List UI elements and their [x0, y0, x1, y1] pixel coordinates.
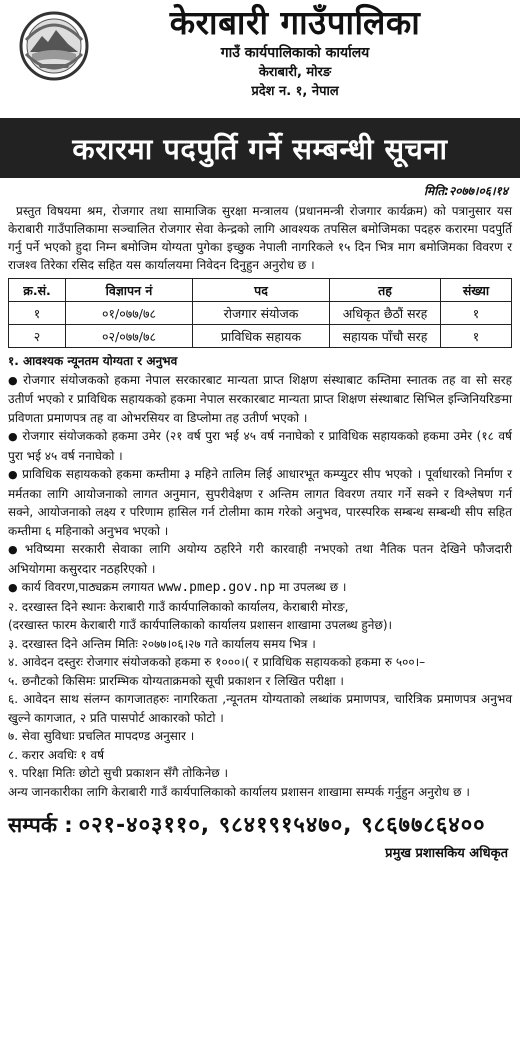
exam-date: ९. परिक्षा मितिः छोटो सुची प्रकाशन सँगै तोकिनेछ ।	[8, 766, 229, 780]
bullet-icon	[8, 467, 22, 481]
job-description-suffix: मा उपलब्ध छ ।	[279, 580, 347, 594]
selection-method: ५. छनौटको किसिमः प्रारम्भिक योग्यताक्रमको सूची प्रकाशन र लिखित परीक्षा ।	[8, 673, 344, 688]
table-cell: २	[9, 325, 66, 348]
table-cell: सहायक पाँचौ सरह	[330, 325, 441, 348]
pmep-website-link[interactable]: www.pmep.gov.np	[157, 580, 276, 595]
qualification-conduct: भविष्यमा सरकारी सेवाका लागि अयोग्य ठहरिने गरी कारवाही नभएको तथा नैतिक पतन देखिने फौजदारी अभियोगमा कसुरदार नठहरिएको ।	[8, 542, 513, 576]
notice-date: मिति:२०७७।०६।१४	[423, 184, 508, 198]
qualification-experience: प्राविधिक सहायकको हकमा कम्तीमा ३ महिने तालिम लिई आधारभूत कम्प्युटर सीप भएको । पूर्वाधारको निर्माण र मर्मतका लागि आयोजनाको लागत अनुमान, सुपरीवेक्षण र अन्तिम लागत विवरण तयार गर्ने सक्ने र विश्लेषण गर्न सक्ने, आयोजनाको लक्ष्य र परिणाम हासिल गर्न टोलीमा काम गरेको अनुभव, पारस्परिक सम्बन्ध सम्बन्धी सीप सहित कम्तीमा ६ महिनाको अनुभव भएको ।	[8, 467, 513, 538]
col-level: तह	[330, 279, 441, 302]
office-address: केराबारी, मोरङ	[258, 65, 332, 80]
nepal-government-emblem-icon	[18, 10, 90, 82]
contact-label: सम्पर्क :	[8, 813, 73, 837]
table-row	[9, 302, 512, 325]
application-fee: ४. आवेदन दस्तुरः रोजगार संयोजकको हकमा रु १०००।( र प्राविधिक सहायकको हकमा रु ५००।–	[8, 655, 426, 669]
table-cell: ०१/०७७/७८	[66, 302, 193, 325]
bullet-icon	[8, 373, 23, 387]
intro-paragraph: प्रस्तुत विषयमा श्रम, रोजगार तथा सामाजिक सुरक्षा मन्त्रालय (प्रधानमन्त्री रोजगार कार्यक्रम) को पत्रानुसार यस केराबारी गाउँपालिकामा सञ्चालित रोजगार सेवा केन्द्रको लागि आवश्यक तपसिल बमोजिमका पदहरु करारमा पदपुर्ति गर्नु पर्ने भएको हुदा निम्न बमोजिम योग्यता पुगेका इच्छुक नेपाली नागरिकले १५ दिन भित्र माग बमोजिमका विवरण र राजश्व तिरेका रसिद सहित यस कार्यालयमा निवेदन दिनुहुन अनुरोध छ ।	[8, 204, 512, 272]
application-deadline: ३. दरखास्त दिने अन्तिम मितिः २०७७।०६।२७ गते कार्यालय समय भित्र ।	[8, 636, 316, 651]
qualification-education: रोजगार संयोजकको हकमा नेपाल सरकारबाट मान्यता प्राप्त शिक्षण संस्थाबाट कम्तिमा स्नातक तह वा सो सरह उतीर्ण भएको र प्राविधिक सहायकको हकमा नेपाल सरकारबाट मान्यता प्राप्त शिक्षण संस्थाबाट सिभिल इन्जिनियरिङमा प्रविणता प्रमाणपत्र तह वा ओभरसियर वा डिप्लोमा तह उतीर्ण भएको ।	[8, 372, 512, 425]
contract-period: ८. करार अवधिः १ वर्ष	[8, 747, 105, 762]
table-row	[9, 325, 512, 348]
table-cell: प्राविधिक सहायक	[193, 325, 330, 348]
application-form-note: (दरखास्त फारम केराबारी गाउँ कार्यपालिकाको कार्यालय प्रशासन शाखामा उपलब्ध हुनेछ)।	[8, 618, 393, 632]
service-benefits: ७. सेवा सुविधाः प्रचलित मापदण्ड अनुसार ।	[8, 729, 195, 743]
required-documents: ६. आवेदन साथ संलग्न कागजातहरुः नागरिकता ,न्यूनतम योग्यताको लब्धांक प्रमाणपत्र, चारित्रिक प्रमाणपत्र अनुभव खुल्ने कागजात, २ प्रति पासपोर्ट आकारको फोटो ।	[8, 692, 512, 725]
vacancy-table	[8, 278, 512, 348]
signatory: प्रमुख प्रशासकिय अधिकृत	[385, 846, 508, 861]
col-count: संख्या	[441, 279, 512, 302]
col-advertisement-no: विज्ञापन नं	[66, 279, 193, 302]
bullet-icon	[8, 580, 22, 594]
title-banner	[0, 118, 520, 178]
contact-numbers: ०२१-४०३११०, ९८४१९१५४७०, ९८६७७८६४००	[78, 813, 486, 838]
table-cell: १	[441, 325, 512, 348]
office-name: गाउँ कार्यपालिकाको कार्यालय	[220, 45, 370, 61]
table-cell: अधिकृत छैठौं सरह	[330, 302, 441, 325]
job-description-prefix: कार्य विवरण,पाठ्यक्रम लगायत	[21, 580, 155, 594]
table-cell: रोजगार संयोजक	[193, 302, 330, 325]
requirements-section	[8, 352, 512, 801]
qualification-heading: १. आवश्यक न्यूनतम योग्यता र अनुभव	[8, 354, 178, 368]
table-cell: १	[441, 302, 512, 325]
table-cell: १	[9, 302, 66, 325]
col-post: पद	[193, 279, 330, 302]
bullet-icon	[8, 542, 25, 556]
province-line: प्रदेश न. १, नेपाल	[251, 84, 339, 99]
closing-note: अन्य जानकारीका लागि केराबारी गाउँ कार्यपालिकाको कार्यालय प्रशासन शाखामा सम्पर्क गर्नुहुन अनुरोध छ ।	[8, 784, 470, 799]
organization-name: केराबारी गाउँपालिका	[169, 3, 421, 42]
notice-title: करारमा पदपुर्ति गर्ने सम्बन्धी सूचना	[72, 131, 448, 166]
contact-line	[8, 809, 512, 839]
header	[8, 0, 512, 118]
table-header-row	[9, 279, 512, 302]
col-serial: क्र.सं.	[9, 279, 66, 302]
bullet-icon	[8, 429, 22, 443]
table-cell: ०२/०७७/७८	[66, 325, 193, 348]
qualification-age: रोजगार संयोजकको हकमा उमेर (२१ वर्ष पुरा भई ४५ वर्ष ननाघेको र प्राविधिक सहायकको हकमा उमेर (१८ वर्ष पुरा भई ४५ वर्ष ननाघेको ।	[8, 429, 512, 463]
application-place: २. दरखास्त दिने स्थानः केराबारी गाउँ कार्यपालिकाको कार्यालय, केराबारी मोरङ,	[8, 599, 349, 614]
